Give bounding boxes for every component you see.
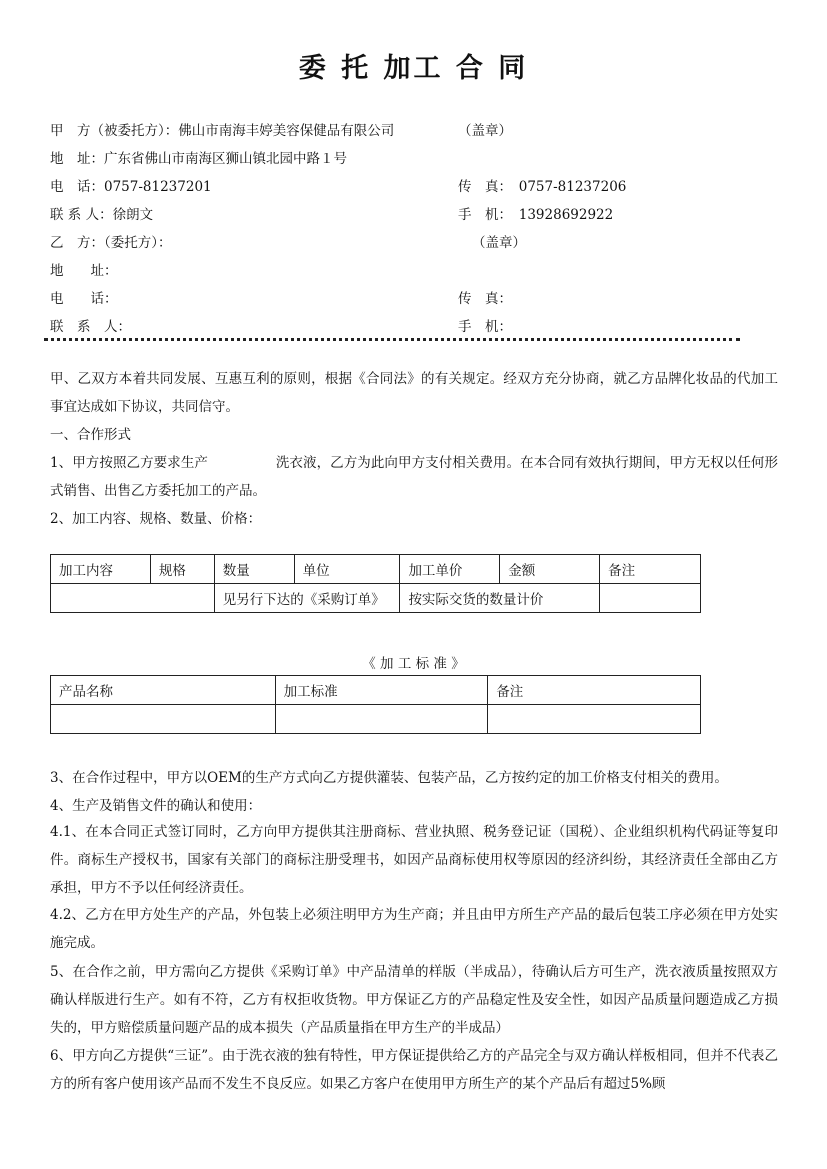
table-header-cell: 备注 xyxy=(488,676,701,705)
table-header-cell: 数量 xyxy=(214,555,294,584)
clause-4-1: 4.1、在本合同正式签订同时，乙方向甲方提供其注册商标、营业执照、税务登记证（国税）、企业组织机构代码证等复印件。商标生产授权书，国家有关部门的商标注册受理书，如因产品商标使用权等原因的经济纠纷，其经济责任全部由乙方承担，甲方不予以任何经济责任。 xyxy=(50,824,778,896)
party-b-name: 乙 方：（委托方）： xyxy=(50,235,172,251)
table-header-row xyxy=(51,555,701,584)
party-b-phone: 电 话： xyxy=(50,291,118,307)
table-cell-empty xyxy=(600,584,701,613)
party-b-address: 地 址： xyxy=(50,263,118,279)
table-cell-price: 按实际交货的数量计价 xyxy=(400,584,600,613)
table-header-row xyxy=(51,676,701,705)
table-cell-empty xyxy=(51,705,276,734)
party-b-mobile: 手 机： xyxy=(458,319,512,335)
party-a-contact: 联 系 人：徐朗文 xyxy=(50,207,154,223)
contract-title: 委 托 加工 合 同 xyxy=(298,53,529,84)
standards-table xyxy=(50,675,701,734)
table-header-cell: 备注 xyxy=(600,555,701,584)
party-a-address: 地 址：广东省佛山市南海区狮山镇北园中路１号 xyxy=(50,151,347,167)
table-row xyxy=(51,584,701,613)
table-header-cell: 加工内容 xyxy=(51,555,151,584)
table-header-cell: 金额 xyxy=(500,555,600,584)
table-header-cell: 加工单价 xyxy=(400,555,500,584)
table-cell-quantity: 见另行下达的《采购订单》 xyxy=(214,584,400,613)
table-header-cell: 加工标准 xyxy=(275,676,488,705)
standards-caption: 《 加 工 标 准 》 xyxy=(362,656,465,672)
party-a-fax: 传 真： 0757-81237206 xyxy=(458,179,627,195)
party-b-fax: 传 真： xyxy=(458,291,512,307)
table-cell-empty xyxy=(51,584,215,613)
intro-paragraph: 甲、乙双方本着共同发展、互惠互利的原则，根据《合同法》的有关规定。经双方充分协商，就乙方品牌化妆品的代加工事宜达成如下协议，共同信守。 xyxy=(50,371,778,415)
section-1-title: 一、合作形式 xyxy=(50,427,131,443)
table-header-cell: 单位 xyxy=(294,555,400,584)
clause-2: 2、加工内容、规格、数量、价格： xyxy=(50,511,262,527)
party-a-seal: （盖章） xyxy=(458,123,512,139)
party-b-contact: 联 系 人： xyxy=(50,319,131,335)
clause-3: 3、在合作过程中，甲方以OEM的生产方式向乙方提供灌装、包装产品，乙方按约定的加工价格支付相关的费用。 xyxy=(50,770,728,786)
dotted-divider xyxy=(44,338,740,341)
clause-5: 5、在合作之前，甲方需向乙方提供《采购订单》中产品清单的样版（半成品），待确认后方可生产，洗衣液质量按照双方确认样版进行生产。如有不符，乙方有权拒收货物。甲方保证乙方的产品稳定性及安全性，如因产品质量问题造成乙方损失的，甲方赔偿质量问题产品的成本损失（产品质量指在甲方生产的半成品） xyxy=(50,964,778,1036)
table-header-cell: 规格 xyxy=(150,555,214,584)
table-cell-empty xyxy=(488,705,701,734)
table-cell-empty xyxy=(275,705,488,734)
clause-1: 1、甲方按照乙方要求生产 洗衣液，乙方为此向甲方支付相关费用。在本合同有效执行期间，甲方无权以任何形式销售、出售乙方委托加工的产品。 xyxy=(50,455,778,499)
clause-6: 6、甲方向乙方提供“三证”。由于洗衣液的独有特性，甲方保证提供给乙方的产品完全与双方确认样板相同，但并不代表乙方的所有客户使用该产品而不发生不良反应。如果乙方客户在使用甲方所生产的某个产品后有超过5%顾 xyxy=(50,1048,778,1092)
party-a-name: 甲 方（被委托方）：佛山市南海丰婷美容保健品有限公司 xyxy=(50,123,395,139)
clause-4: 4、生产及销售文件的确认和使用： xyxy=(50,798,262,814)
clause-4-2: 4.2、乙方在甲方处生产的产品，外包装上必须注明甲方为生产商；并且由甲方所生产产品的最后包装工序必须在甲方处实施完成。 xyxy=(50,907,778,951)
processing-table xyxy=(50,554,701,613)
party-a-phone: 电 话：0757-81237201 xyxy=(50,179,212,195)
party-a-mobile: 手 机： 13928692922 xyxy=(458,207,614,223)
table-header-cell: 产品名称 xyxy=(51,676,276,705)
table-row xyxy=(51,705,701,734)
party-b-seal: （盖章） xyxy=(472,235,526,251)
